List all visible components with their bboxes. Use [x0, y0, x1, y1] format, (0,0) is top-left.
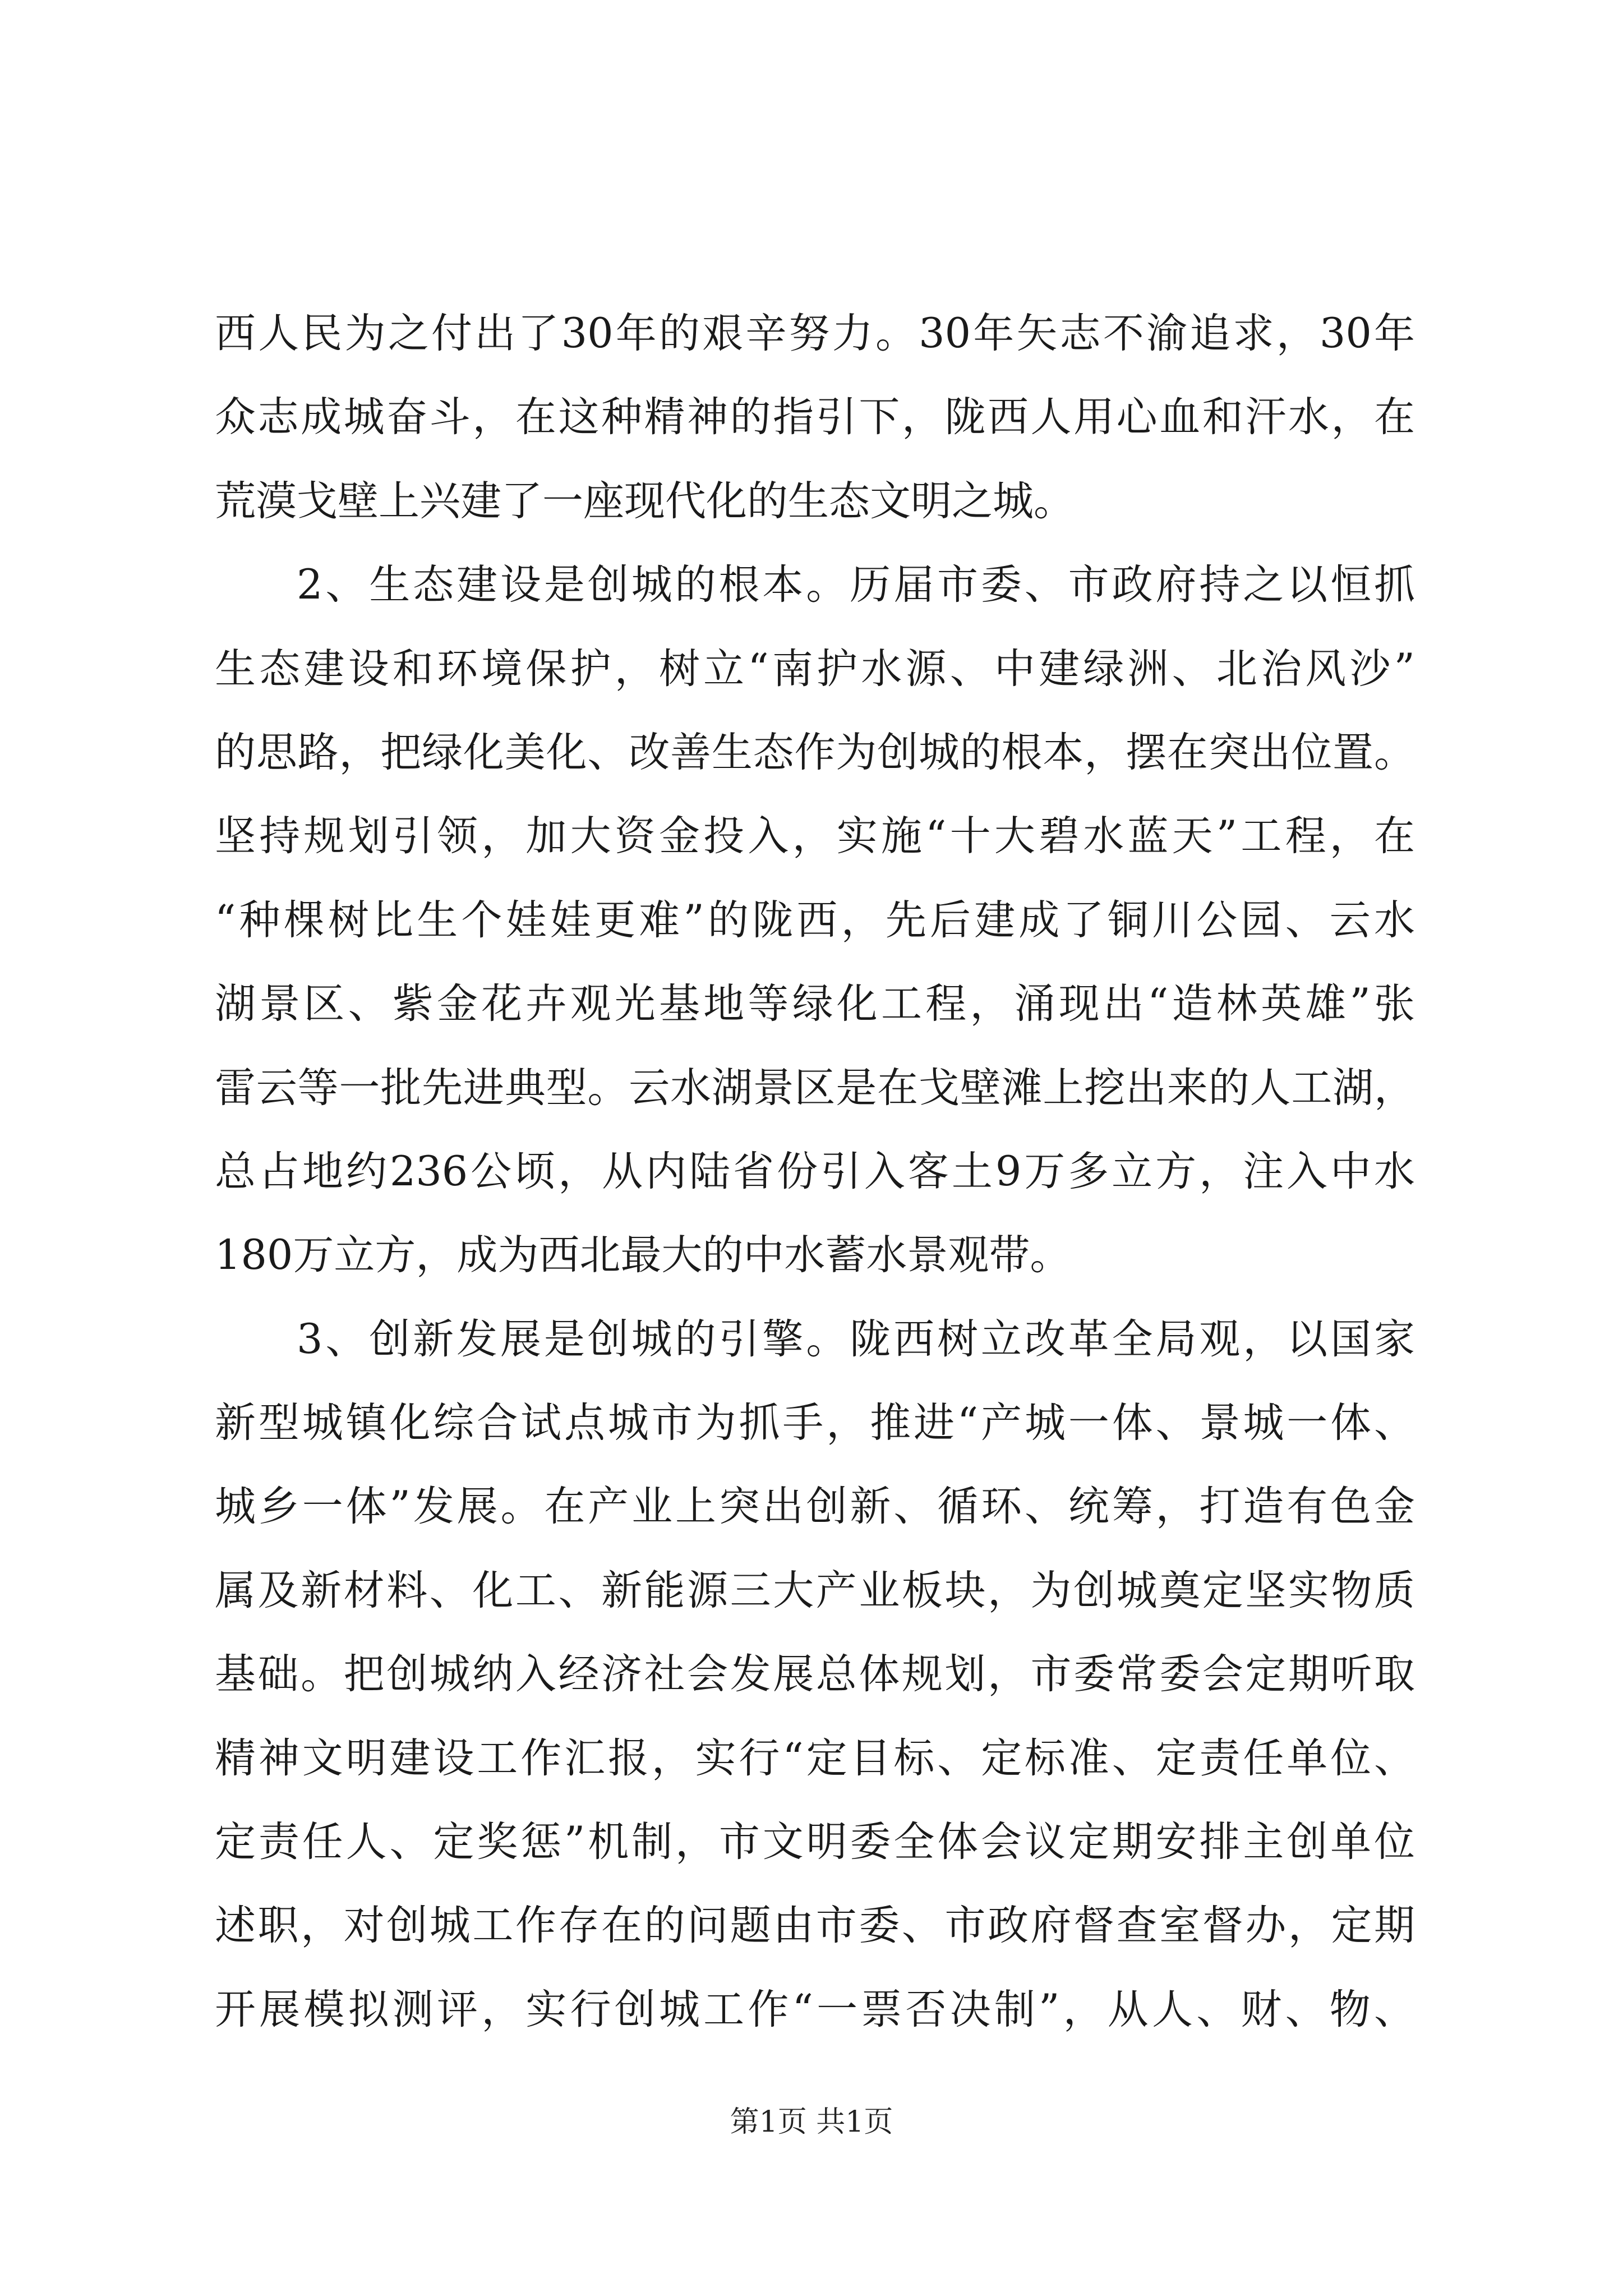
- text-line: 总占地约236公顷，从内陆省份引入客土9万多立方，注入中水: [215, 1147, 1415, 1195]
- paragraph-start-line: 2、生态建设是创城的根本。历届市委、市政府持之以恒抓: [297, 561, 1415, 609]
- text-line: 城乡一体”发展。在产业上突出创新、循环、统筹，打造有色金: [215, 1483, 1415, 1531]
- text-line: 生态建设和环境保护，树立“南护水源、中建绿洲、北治风沙”: [215, 645, 1415, 693]
- document-body: [215, 292, 1415, 2051]
- text-line: 坚持规划引领，加大资金投入，实施“十大碧水蓝天”工程，在: [215, 812, 1415, 861]
- text-line: 荒漠戈壁上兴建了一座现代化的生态文明之城。: [215, 477, 1075, 525]
- page-number-footer: 第1页 共1页: [730, 2105, 893, 2139]
- text-line: 180万立方，成为西北最大的中水蓄水景观带。: [215, 1231, 1071, 1280]
- text-line: 精神文明建设工作汇报，实行“定目标、定标准、定责任单位、: [215, 1734, 1415, 1782]
- text-line: 开展模拟测评，实行创城工作“一票否决制”，从人、财、物、: [215, 1985, 1415, 2033]
- text-line: 雷云等一批先进典型。云水湖景区是在戈壁滩上挖出来的人工湖，: [215, 1064, 1415, 1112]
- text-line: 新型城镇化综合试点城市为抓手，推进“产城一体、景城一体、: [215, 1399, 1415, 1447]
- text-line: 述职，对创城工作存在的问题由市委、市政府督查室督办，定期: [215, 1902, 1415, 1950]
- text-line: “种棵树比生个娃娃更难”的陇西，先后建成了铜川公园、云水: [215, 896, 1415, 944]
- text-line: 属及新材料、化工、新能源三大产业板块，为创城奠定坚实物质: [215, 1566, 1415, 1614]
- text-line: 定责任人、定奖惩”机制，市文明委全体会议定期安排主创单位: [215, 1818, 1415, 1866]
- text-line: 众志成城奋斗，在这种精神的指引下，陇西人用心血和汗水，在: [215, 393, 1415, 441]
- text-line: 湖景区、紫金花卉观光基地等绿化工程，涌现出“造林英雄”张: [215, 980, 1415, 1028]
- text-line: 西人民为之付出了30年的艰辛努力。30年矢志不渝追求，30年: [215, 310, 1415, 357]
- paragraph-start-line: 3、创新发展是创城的引擎。陇西树立改革全局观，以国家: [297, 1315, 1415, 1363]
- text-line: 的思路，把绿化美化、改善生态作为创城的根本，摆在突出位置。: [215, 728, 1415, 776]
- text-line: 基础。把创城纳入经济社会发展总体规划，市委常委会定期听取: [215, 1650, 1415, 1699]
